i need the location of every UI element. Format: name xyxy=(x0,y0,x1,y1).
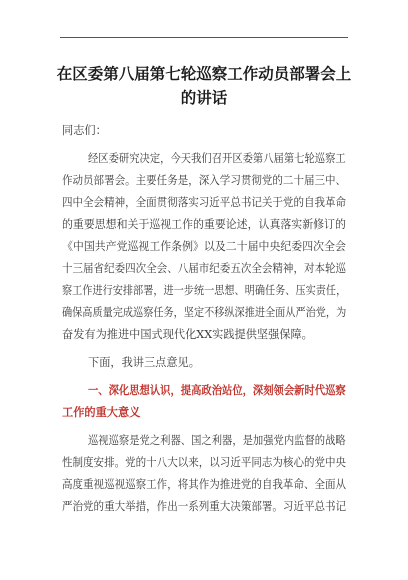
paragraph-line: 下面，我讲三点意见。 xyxy=(88,356,200,369)
paragraph-line: 确保高质量完成巡察任务，坚定不移纵深推进全面从严治党，为 xyxy=(62,306,347,319)
paragraph-line: 巡视巡察是党之利器、国之利器，是加强党内监督的战略 xyxy=(88,434,346,447)
header-rule xyxy=(60,37,348,38)
paragraph-line: 高度重视巡视巡察工作，将其作为推进党的自我革命、全面从 xyxy=(62,478,347,491)
paragraph-line: 作动员部署会。主要任务是，深入学习贯彻党的二十届三中、 xyxy=(62,174,347,187)
paragraph-line: 严治党的重大举措，作出一系列重大决策部署。习近平总书记 xyxy=(62,500,347,513)
document-title xyxy=(56,62,352,110)
paragraph-line: 性制度安排。党的十八大以来，以习近平同志为核心的党中央 xyxy=(62,456,347,469)
title-line: 在区委第八届第七轮巡察工作动员部署会上 xyxy=(56,65,352,83)
paragraph-line: 察工作进行安排部署，进一步统一思想、明确任务、压实责任， xyxy=(62,284,347,297)
paragraph-line: 十三届省纪委四次全会、八届市纪委五次全会精神，对本轮巡 xyxy=(62,262,347,275)
title-line: 的讲话 xyxy=(180,89,228,107)
paragraph-line: 经区委研究决定，今天我们召开区委第八届第七轮巡察工 xyxy=(88,152,346,165)
section-heading-line: 一、深化思想认识，提高政治站位，深刻领会新时代巡察 xyxy=(88,384,346,397)
section-heading-line: 工作的重大意义 xyxy=(62,406,141,419)
paragraph-line: 奋发有为推进中国式现代化XX实践提供坚强保障。 xyxy=(62,328,313,341)
paragraph-line: 《中国共产党巡视工作条例》以及二十届中央纪委四次全会 xyxy=(62,240,346,253)
salutation: 同志们： xyxy=(62,124,107,137)
paragraph-line: 的重要思想和关于巡视工作的重要论述，认真落实新修订的 xyxy=(62,218,346,231)
paragraph-line: 四中全会精神，全面贯彻落实习近平总书记关于党的自我革命 xyxy=(62,196,347,209)
